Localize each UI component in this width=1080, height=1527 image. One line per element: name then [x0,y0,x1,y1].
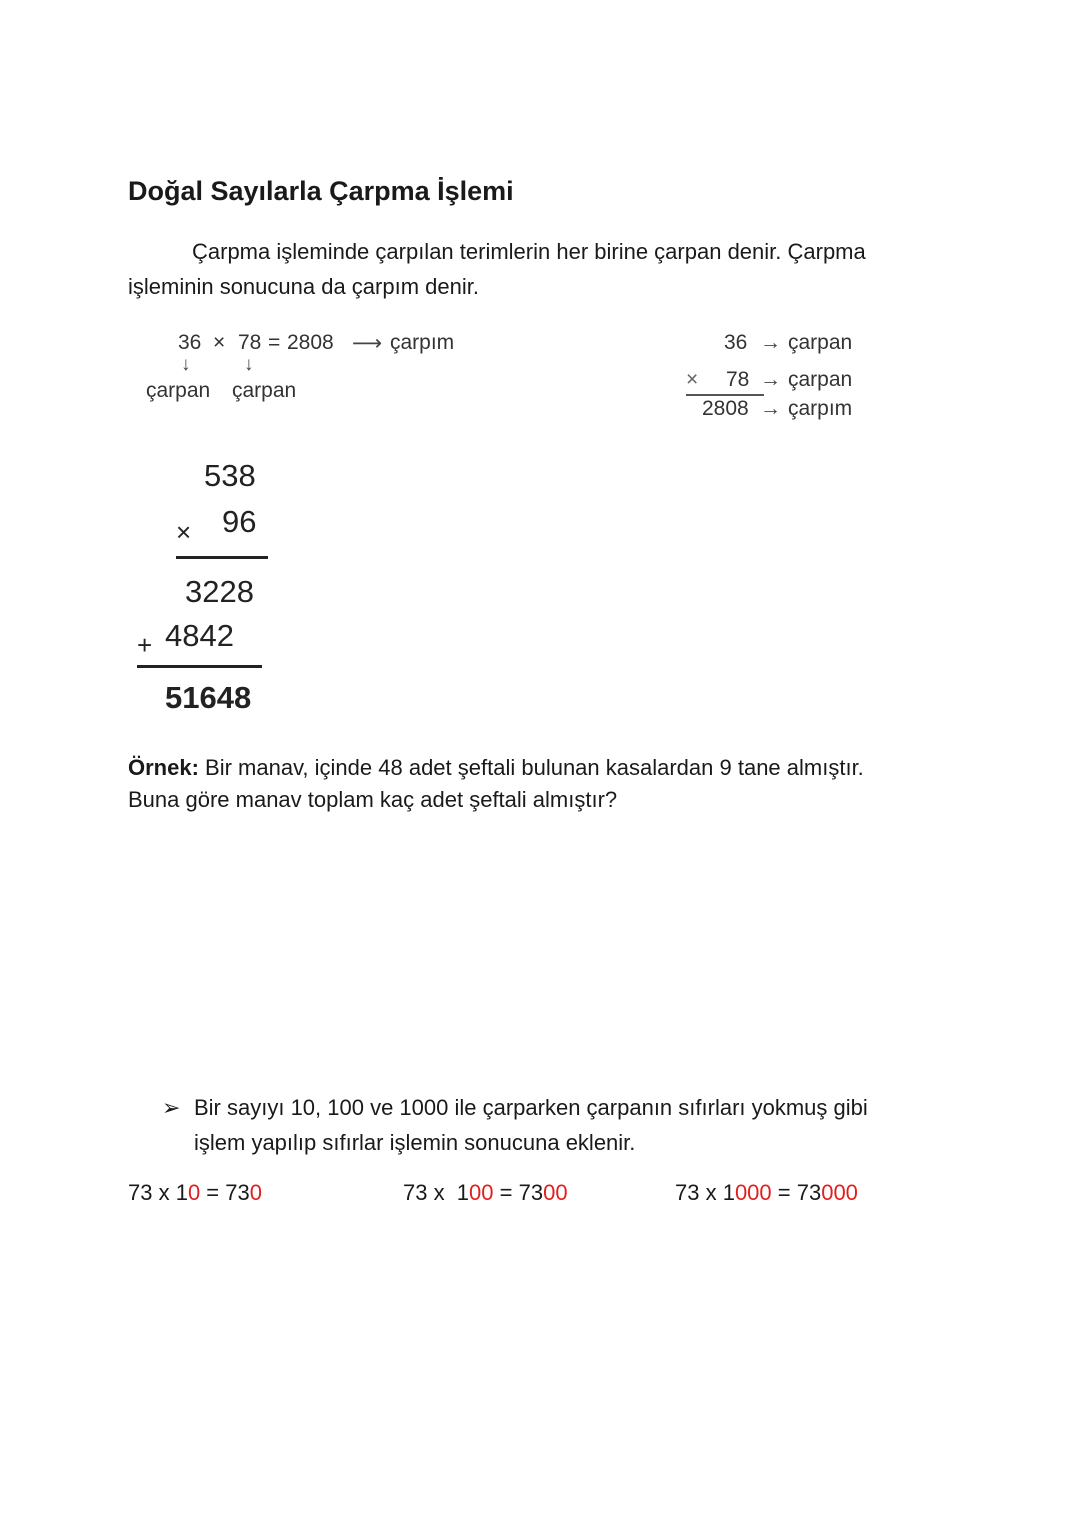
eq1-zeros-a: 0 [187,1180,201,1205]
h-factor-a-label: çarpan [146,379,211,402]
eq3-mid: = 73 [771,1180,822,1205]
rule-bullet [162,1090,868,1160]
eq2-zeros-a: 00 [469,1180,494,1205]
v-result-label: çarpım [788,397,853,420]
partial-product-2: 4842 [165,618,234,653]
eq3-zeros-b: 000 [821,1180,858,1205]
v-factor-b: 78 [726,368,750,391]
eq2-pre: 73 x 1 [403,1180,470,1205]
equation-1 [128,1180,262,1206]
rule-line-2: işlem yapılıp sıfırlar işlemin sonucuna eklenir. [194,1130,636,1155]
equation-3 [675,1180,858,1206]
final-product: 51648 [165,680,252,715]
h-times-sign: × [213,331,226,354]
multiplicand: 538 [204,458,256,493]
v-factor-a-label: çarpan [788,331,853,354]
v-arrow-result-icon: → [760,397,781,420]
arrow-bullet-icon: ➢ [162,1095,181,1120]
h-right-arrow-icon: ⟶ [352,332,383,355]
multiplier: 96 [222,504,257,539]
eq1-pre: 73 x 1 [128,1180,188,1205]
eq2-zeros-b: 00 [543,1180,568,1205]
v-arrow-b-icon: → [760,368,781,391]
example-problem [128,752,864,816]
v-arrow-a-icon: → [760,331,781,354]
lm-divider-2 [137,665,262,668]
h-factor-b: 78 [238,331,262,354]
equation-2 [403,1180,568,1206]
example-label: Örnek: [128,755,199,780]
intro-line-2: işleminin sonucuna da çarpım denir. [128,274,479,299]
lm-times-sign: × [176,517,192,547]
partial-product-1: 3228 [185,574,254,609]
example-text-1: Bir manav, içinde 48 adet şeftali bulunan kasalardan 9 tane almıştır. [198,755,864,780]
eq1-mid: = 73 [200,1180,250,1205]
v-factor-a: 36 [724,331,748,354]
v-factor-b-label: çarpan [788,368,853,391]
eq2-mid: = 73 [493,1180,544,1205]
intro-paragraph [128,234,928,304]
h-equals-sign: = [268,331,281,354]
h-down-arrow-b-icon: ↓ [244,354,254,375]
eq1-zeros-b: 0 [249,1180,262,1205]
v-divider-line [686,394,764,396]
v-times-sign: × [686,368,699,391]
rule-line-1: Bir sayıyı 10, 100 ve 1000 ile çarparken çarpanın sıfırları yokmuş gibi [194,1095,868,1120]
h-result: 2808 [287,331,334,354]
lm-divider-1 [176,556,268,559]
intro-line-1: Çarpma işleminde çarpılan terimlerin her birine çarpan denir. Çarpma [192,239,866,264]
h-down-arrow-a-icon: ↓ [181,354,191,375]
h-factor-b-label: çarpan [232,379,297,402]
h-factor-a: 36 [178,331,202,354]
eq3-pre: 73 x 1 [675,1180,735,1205]
example-text-2: Buna göre manav toplam kaç adet şeftali almıştır? [128,787,618,812]
v-result: 2808 [702,397,749,420]
eq3-zeros-a: 000 [734,1180,772,1205]
lm-plus-sign: + [137,630,153,660]
page-title: Doğal Sayılarla Çarpma İşlemi [128,176,514,206]
h-result-label: çarpım [390,331,455,354]
